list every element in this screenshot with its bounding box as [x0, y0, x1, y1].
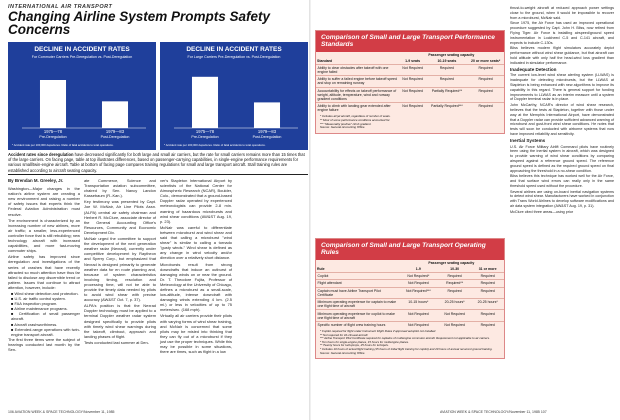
- table-cell: Ability to clear obstacles after takeoff with one engine failed: [317, 66, 389, 74]
- list-item: ■ U.S. air traffic control system.: [11, 296, 66, 302]
- list-item: ■ Wind shear detection and protection.: [11, 290, 79, 296]
- chart-plot: [160, 60, 308, 142]
- table-footnotes: [316, 328, 504, 358]
- body-column-right: [510, 6, 614, 216]
- table-cell: Required: [478, 104, 493, 109]
- table-title: Comparison of Small and Large Transport Performance Standards: [316, 31, 504, 52]
- chart-plot: [8, 60, 156, 142]
- table-row: [316, 321, 504, 328]
- paragraph: Key testimony was presented by Capt. Joe W. McNair, Air Line Pilots Assn. (ALPA) central air safety chairman and Herbert R. McClure, associate director of the General Accounting Office's Resources, Community and Economic Development Div.: [84, 199, 156, 235]
- table-title: Comparison of Small and Large Transport Operating Rules: [316, 239, 504, 260]
- table-cell: Required: [480, 274, 495, 278]
- table-cell: Required: [480, 311, 495, 316]
- list-item: ■ Extended-range operations with twin-engine transport aircraft.: [11, 326, 80, 337]
- paragraph: McClure cited three areas—using prior: [510, 209, 574, 214]
- table-cell: 10-15 hours*: [408, 300, 429, 305]
- bar-1975—78: [40, 80, 66, 128]
- x-category-label: Post-Deregulation: [100, 135, 130, 139]
- column-header: 20 or more seats*: [471, 58, 501, 63]
- table-cell: Partially Required***: [431, 104, 463, 109]
- paragraph: ver's Stapleton International Airport by scientists of the National Center for Atmospheric Research (NCAR), Boulder, Colo., demonstrated that a ground-based Doppler radar operated by experienced meteorologists can provide 2-8 min. warning of hazardous microbursts and wind shear conditions (AW&ST Aug. 19, p. 23).: [160, 178, 232, 224]
- group-header: Passenger seating capacity: [428, 52, 475, 57]
- body-column-2: [84, 178, 156, 346]
- bar-1979—83: [254, 102, 280, 128]
- column-header: 1-9 seats: [405, 58, 421, 63]
- paragraph: Bliss believes modern flight simulators accurately depict performance without wind shear guidance, but that aircraft can hold altitude with only half the head-wind loss gradient than indicated in simulator performance.: [510, 46, 614, 65]
- paragraph: ate Commerce, Science and Transportation aviation subcommittee, chaired by Sen. Nancy Landon Kassebaum (R.-Kan.).: [84, 178, 156, 199]
- table-cell: 20-25 hours*: [477, 300, 498, 305]
- chart-subtitle: For Large Carriers Pre-Deregulation vs. Post-Deregulation: [187, 55, 281, 59]
- table-row: [316, 76, 504, 87]
- footnote: ** Not required for 10-19-seat aircraft.: [320, 332, 369, 337]
- chart-large-carrier-accident-rates: [160, 42, 308, 150]
- x-category-label: Pre-Deregulation: [191, 135, 219, 139]
- x-category-label: Post-Deregulation: [252, 135, 282, 139]
- byline: By Brendan M. Greeley, Jr.: [8, 178, 64, 183]
- caption-lead: Accident rates since deregulation: [8, 152, 74, 157]
- table-cell: Flight attendant: [317, 281, 342, 286]
- table-cell: Not Required: [444, 322, 465, 327]
- paragraph: Virtually all air carriers provide their pilots with varying forms of wind shear training, and McNair is concerned that some pilots may be misled into thinking that they can fly out of a microburst if they just use the proper techniques. While this may be possible in some situations, there are times, such as flight in a low: [160, 313, 233, 355]
- paragraph: Bliss believes this technique has worked well for the Air Force, and that surface wind errors can really only in the same threshold speed used without the procedure.: [510, 174, 614, 188]
- chart-footnote: * Accident rate per 100,000 departures. Ratio of fatal accidents to total operations.: [12, 143, 114, 147]
- column-header: Rule: [317, 266, 325, 271]
- column-header: 1-9: [415, 266, 421, 271]
- table-cell: Not Required: [402, 88, 423, 93]
- chart-footnote: * Accident rate per 100,000 departures. Ratio of fatal accidents to total operations.: [164, 143, 266, 147]
- table-operating-rules: [315, 238, 505, 359]
- table-cell: Required: [439, 66, 454, 70]
- table-cell: Required**: [446, 281, 464, 286]
- body-column-3: [160, 178, 232, 355]
- table-cell: Required: [478, 88, 493, 93]
- chart-caption: [8, 152, 308, 173]
- table-cell: Specific number of flight crew training hours: [317, 322, 386, 327]
- table-cell: Not Required***: [405, 288, 431, 293]
- x-tick-label: 1979—83: [105, 129, 125, 134]
- table-cell: Minimum operating experience for copilot to make one flight time of aircraft: [317, 311, 395, 320]
- paragraph: Several airlines are using on-board inertial navigation systems to detect wind shear. Manufacturers have worked in conjunction with Trans World Airlines to develop software modifications and air data system integration (AW&ST Aug. 19, p. 31).: [510, 189, 614, 209]
- table-cell: Minimum operating experience for captain to make one flight time of aircraft: [317, 300, 397, 309]
- footnote: * Copilot required for flight under Instrument Flight Rules if approved autopilot not installed.: [320, 329, 437, 334]
- caption-text: have decreased significantly for both large and small air carriers, but the rate for small carriers remains more than 15 times that of the large carriers. On facing page, table at top illustrates differences, based on passenger-carrying capabilities, in single-engine performance requirements for various small/twin-engine aircraft. Table at bottom of facing page compares training regulations for small and large transport aircraft. Stall training rules are established according to aircraft seating capacity.: [8, 152, 305, 173]
- table-cell: Ability to suffer a failed engine before takeoff speed and stop on remaining runway: [317, 77, 397, 86]
- column-header: 10-30: [450, 266, 460, 271]
- bar-1975—78: [192, 77, 218, 128]
- table-cell: Required: [447, 274, 462, 278]
- table-cell: Not Required: [402, 77, 423, 82]
- paragraph: The current low-level wind shear alerting system (LLWAS) is inadequate for detecting microbursts, but the LLWAS at Stapleton is being enhanced with new algorithms to improve its capability in this regard. There is general support for funding improvements to LLWAS as an interim measure until a system of Doppler terminal radar is in place.: [510, 73, 614, 102]
- table-cell: Not Required: [408, 322, 429, 327]
- table-cell: Required: [480, 322, 495, 327]
- table-cell: Required: [447, 288, 462, 293]
- x-tick-label: 1979—83: [257, 129, 277, 134]
- chart-title: DECLINE IN ACCIDENT RATES: [34, 46, 130, 53]
- column-header: 31 or more: [478, 266, 497, 271]
- divider-rule: [8, 174, 308, 175]
- table-cell: Not Required: [402, 104, 423, 109]
- data-table: [316, 260, 504, 328]
- page-footer-right: AVIATION WEEK & SPACE TECHNOLOGY/November 11, 1985 107: [440, 410, 547, 414]
- paragraph: Airline safety has improved since deregulation and investigations of the series of crashes that have recently attracted so much attention have thus far failed to disclose any discernible trend or pattern. Issues that continue to attract attention, however, include:: [8, 254, 80, 290]
- paragraph: Since 1975, the Air Force has used an improved operational procedure suggested by Capt. John H. Bliss, now retired from Flying Tiger. Air Force is installing airspeed/ground speed instrumentation in Lockheed C-5 and C-141 aircraft, and expects to include C-130s.: [510, 21, 614, 45]
- group-header: Passenger seating capacity: [428, 260, 475, 265]
- table-cell: Not Required: [408, 281, 429, 286]
- x-tick-label: 1975—78: [195, 129, 215, 134]
- table-cell: Not Required: [408, 311, 429, 316]
- footnote: * Includes all jet aircraft, regardless of number of seats.: [320, 114, 391, 119]
- table-cell: Copilot: [317, 274, 329, 278]
- paragraph: The environment is characterized by an increasing number of new airlines, more air traffic; a smaller, less-experienced controller force that is still rebuilding; new technology aircraft with increased capabilities, and more fast-moving commuter ships.: [8, 217, 81, 254]
- x-category-label: Pre-Deregulation: [39, 135, 67, 139]
- list-item: ■ FAA inspection program.: [11, 301, 58, 307]
- table-cell: Partially Required**: [431, 88, 463, 93]
- bar-1979—83: [102, 101, 128, 128]
- table-cell: 20-25 hours*: [444, 300, 465, 305]
- paragraph: U.S. Air Force Military Airlift Command pilots have routinely been using the inertial system in aircraft, which was designed to provide warning of wind shear conditions by comparing airspeed against a reference ground speed. The reference ground speed is defined as the required ground speed on final approaching the threshold in a no-shear condition.: [510, 144, 614, 173]
- x-tick-label: 1975—78: [43, 129, 63, 134]
- table-row: [316, 280, 504, 287]
- chart-title: DECLINE IN ACCIDENT RATES: [186, 46, 282, 53]
- paragraph: McNair was careful to differentiate between microburst and wind shear and said that calling a microburst "wind shear" is similar to calling a tornado "gusty winds." Wind shear is defined as any change in wind velocity and/or direction over a relatively short distance.: [160, 224, 232, 261]
- article-headline: Changing Airline System Prompts Safety Concerns: [8, 9, 271, 37]
- list-item: ■ Aircraft crashworthiness.: [11, 321, 58, 327]
- paragraph: John McCarthy, NCAR's director of wind shear research, believes that the tests at Stapleton, together with those under way at the Memphis International Airport, have demonstrated that a Doppler radar can provide sufficient advanced warning of microburst and gust-front wind shear conditions. He notes that tests will soon be conducted with airborne systems that now have improved reliability and sensitivity.: [510, 103, 614, 136]
- footnote: *** "Measurably positive" climb gradient.: [320, 121, 372, 126]
- table-cell: Required: [478, 77, 493, 82]
- page-footer-left: 106 AVIATION WEEK & SPACE TECHNOLOGY/November 11, 1985: [8, 410, 115, 414]
- column-header: 10-19 seats: [437, 58, 457, 63]
- footnote: Source: General Accounting Office.: [320, 125, 366, 130]
- footnote: * Includes 10 hours of actual flight training (15 hours of initial flight training for copilot) and 20 hours of annual recurrent ground training.: [320, 347, 493, 352]
- table-row: [316, 310, 504, 321]
- paragraph: Microbursts result from strong downdrafts that induce an outburst of damaging winds on or near the ground. Dr. T. Theodore Fujita, Professor of Meteorology at the University of Chicago, defines a microburst as a small-scale, low-altitude, intense downdraft with damaging winds extending 4 km. (2.5 mi.) or less in velocities of up to 75 meters/sec. (168 mph).: [160, 261, 233, 313]
- table-row: [316, 272, 504, 279]
- table-cell: Ability to climb with landing gear extended after engine failure: [317, 104, 391, 113]
- footnote: ** Most of some performance conditions accounted for.: [320, 117, 391, 122]
- data-table: [316, 52, 504, 114]
- body-column-1: [8, 178, 80, 353]
- issue-list: [8, 291, 80, 337]
- table-row: [316, 298, 504, 309]
- chart-subtitle: For Commuter Carriers Pre-Deregulation vs. Post-Deregulation: [31, 55, 133, 59]
- paragraph: ALPA's position is that the Nexrad Doppler technology must be applied to a terminal Doppler weather radar system designed specifically to provide pilots with timely wind shear warnings during the takeoff, climbout, approach and landing phases of flight.: [84, 303, 156, 339]
- footnote: Source: General Accounting Office.: [320, 350, 366, 355]
- table-row: [316, 64, 504, 75]
- table-cell: Required: [480, 288, 495, 293]
- table-cell: Required: [478, 66, 493, 70]
- subhead: Inadequate Detection: [510, 66, 557, 72]
- subhead: Inertial Systems: [510, 137, 546, 143]
- table-performance-standards: [315, 30, 505, 134]
- footnote: ** Twenty hours for turboprops, 25 hours for turbojets.: [320, 343, 389, 348]
- paragraph: McNair urged the committee to support the development of the next generation weather radar (Nexrad), currently under competitive development by Raytheon and Sperry Corp., but emphasized that Nexrad is designed primarily to generate weather data for en route planning and, because of system characteristics involving timing, resolution and processing time, will not be able to provide the timely data needed by pilots to avoid wind shear with precise accuracy (AW&ST Oct. 7, p. 37).: [84, 236, 156, 303]
- paragraph: The first three items were the subject of hearings conducted last month by the Sen-: [8, 336, 80, 352]
- page-gutter: [309, 0, 311, 420]
- column-header: Standard: [317, 58, 333, 63]
- table-cell: Required: [439, 77, 454, 82]
- footnote: *** Airline Transport Pilot Certificate required for captains of multiengine commuter aircraft. Requirement not applicable to air carriers.: [320, 336, 490, 341]
- list-item: ■ Certification of small passenger aircraft.: [11, 311, 80, 322]
- section-kicker: INTERNATIONAL AIR TRANSPORT: [8, 4, 113, 10]
- paragraph: thrust-to-weight aircraft at reduced approach power settings close to the ground, when it would be impossible to recover from a microburst, McNair said.: [510, 6, 614, 20]
- table-footnotes: [316, 113, 504, 132]
- paragraph: Washington—Major changes in the nation's airline system are creating a new environment and raising a number of safety issues that experts think the Federal Aviation Administration must resolve.: [8, 186, 80, 217]
- table-row: [316, 87, 504, 102]
- table-row: [316, 102, 504, 113]
- table-cell: Captain must have Airline Transport Pilot Certificate: [317, 288, 381, 297]
- table-cell: Not Required: [444, 311, 465, 316]
- table-cell: Accountability for effects on takeoff performance of weight, altitude, temperature, wind and runway gradient conditions: [317, 88, 397, 101]
- table-cell: Required: [480, 281, 495, 286]
- paragraph: Tests conducted last summer at Den-: [84, 339, 149, 345]
- list-item: ■ Airline maintenance programs.: [11, 306, 68, 312]
- table-cell: Not Required: [402, 66, 423, 70]
- table-cell: Not Required*: [407, 274, 430, 278]
- footnote: * Ten hours for single-engine planes, 15 hours for multiengine planes.: [320, 339, 409, 344]
- table-row: [316, 287, 504, 298]
- chart-commuter-accident-rates: [8, 42, 156, 150]
